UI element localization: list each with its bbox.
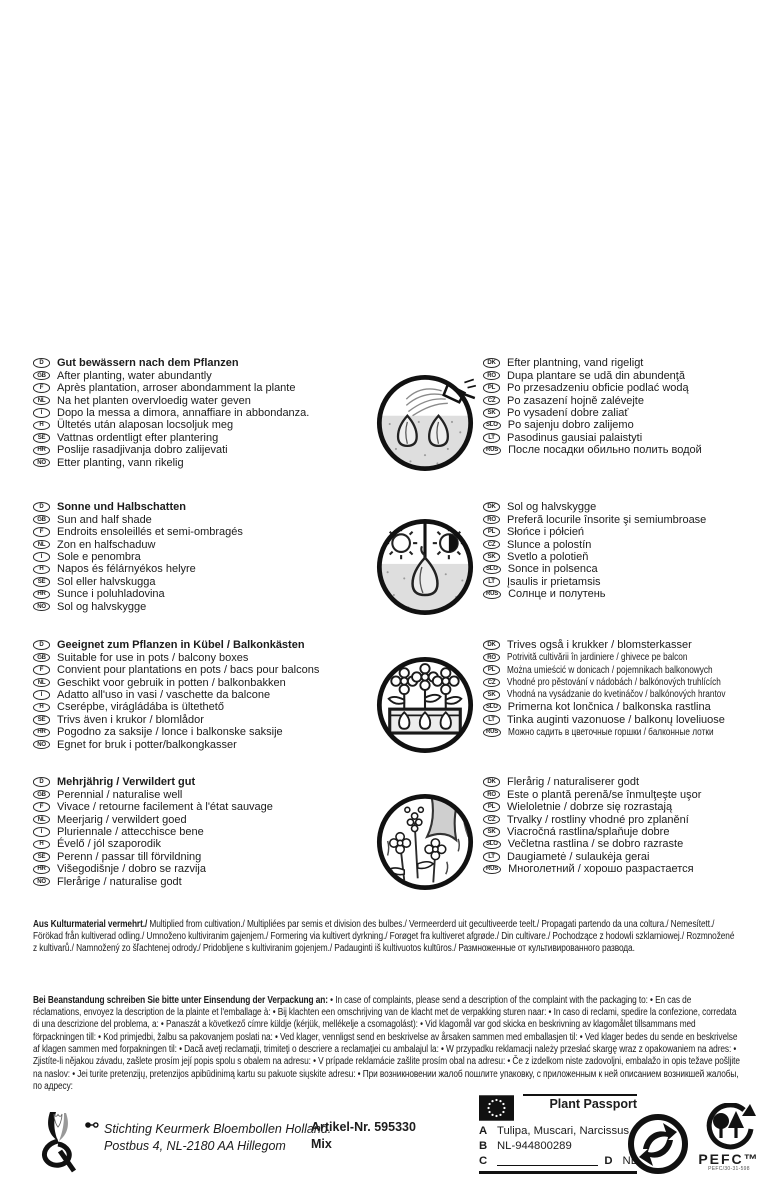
- instruction-text: Perenn / passar till förvildning: [57, 850, 202, 863]
- instruction-row: [483, 714, 745, 726]
- language-badge: H: [33, 565, 50, 575]
- balcony-box-icon: [373, 650, 477, 760]
- instruction-text: Trivs även i krukor / blomlådor: [57, 713, 204, 726]
- section-watering: [33, 357, 745, 489]
- instruction-row: [33, 838, 368, 850]
- instruction-text: Sol eller halvskugga: [57, 575, 156, 588]
- instruction-row: [483, 357, 745, 369]
- instruction-text: Napos és félárnyékos helyre: [57, 563, 196, 576]
- language-badge: I: [33, 552, 50, 562]
- language-badge: NO: [33, 877, 50, 887]
- instruction-text: Многолетний / хорошо разрастается: [508, 863, 694, 876]
- instruction-text: Primerna kot lončnica / balkonska rastlina: [507, 701, 711, 714]
- instruction-row: [33, 651, 368, 663]
- instruction-row: [483, 726, 745, 738]
- language-badge: SLO: [483, 703, 501, 713]
- instruction-text: Vivace / retourne facilement à l'état sauvage: [57, 801, 273, 814]
- language-badge: RUS: [483, 590, 501, 600]
- passport-blank-line: [497, 1165, 598, 1166]
- propagation-note: [33, 919, 740, 956]
- language-badge: F: [33, 802, 50, 812]
- language-badge: NO: [33, 740, 50, 750]
- instruction-text: Sonce in polsenca: [507, 563, 598, 576]
- instruction-text: Sol og halvskygge: [57, 600, 147, 613]
- instruction-row: [33, 876, 368, 888]
- instruction-text: Adatto all'uso in vasi / vaschette da balcone: [57, 688, 271, 701]
- language-badge: PL: [483, 802, 500, 812]
- language-badge: H: [33, 421, 50, 431]
- language-badge: CZ: [483, 678, 500, 688]
- instruction-text: Vhodná na vysádzanie do kvetináčov / balkónových hrantov: [507, 689, 726, 701]
- instruction-row: [33, 639, 368, 651]
- instruction-row: [483, 501, 745, 513]
- instruction-row: [483, 664, 745, 676]
- instruction-text: Évelő / jól szaporodik: [57, 838, 161, 851]
- instruction-row: [33, 563, 368, 575]
- language-badge: SK: [483, 690, 500, 700]
- section-balcony-box: [33, 639, 745, 771]
- instruction-row: [483, 788, 745, 800]
- language-list-left: [33, 357, 368, 469]
- instruction-row: [33, 407, 368, 419]
- instruction-text: Gut bewässern nach dem Pflanzen: [57, 357, 239, 370]
- passport-value-d: NL: [622, 1155, 637, 1167]
- instruction-text: Egnet for bruk i potter/balkongkasser: [57, 738, 237, 751]
- language-badge: PL: [483, 527, 500, 537]
- instruction-row: [483, 801, 745, 813]
- instruction-text: Можно садить в цветочные горшки / балконные лотки: [508, 726, 714, 738]
- instruction-text: Potrivită cultivării în jardiniere / ghivece pe balcon: [507, 652, 688, 664]
- passport-row-b: [479, 1140, 637, 1153]
- language-badge: RO: [483, 515, 500, 525]
- instruction-row: [33, 689, 368, 701]
- instruction-text: Après plantation, arroser abondamment la plante: [57, 382, 296, 395]
- propagation-note-body: Multiplied from cultivation./ Multipliées par semis et division des bulbes./ Vermeerderd uit gecultiveerde teelt./ Propagati partendo da una coltura./ Nemesített./ Förökad från kultiverad odling./ Umnoženo kultiviranim gajenjem./ Formering via kultivert dyrkning./ Forøget fra kultiveret afgrøde./ Din cultivare./ Pochodzące z hodowli szklarniowej./ Rozmnožené z kultivarů./ Namnožený zo šľachtenej odrody./ Pridobljene s kultiviranim gojenjem./ Padauginti iš kultivuotos kultūros./ Размноженные от культивированного развода.: [33, 918, 735, 955]
- instruction-row: [483, 826, 745, 838]
- passport-value-a: Tulipa, Muscari, Narcissus: [497, 1124, 630, 1137]
- instruction-row: [483, 813, 745, 825]
- instruction-text: Slunce a polostín: [507, 538, 592, 551]
- language-list-right: [483, 776, 745, 876]
- section-naturalising: [33, 776, 745, 908]
- language-badge: DK: [483, 358, 500, 368]
- language-badge: F: [33, 527, 50, 537]
- pefc-cert-number: PEFC/30-31-598: [708, 1166, 750, 1172]
- instruction-row: [483, 588, 745, 600]
- instruction-row: [33, 701, 368, 713]
- instruction-text: Na het planten overvloedig water geven: [57, 394, 251, 407]
- instruction-row: [33, 863, 368, 875]
- complaints-note: [33, 995, 740, 1093]
- language-badge: CZ: [483, 815, 500, 825]
- sun-halfshade-icon: [373, 512, 477, 622]
- language-badge: NL: [33, 815, 50, 825]
- instruction-text: Można umieścić w donicach / pojemnikach balkonowych: [507, 664, 713, 676]
- language-badge: I: [33, 690, 50, 700]
- instruction-row: [483, 513, 745, 525]
- pefc-wordmark: PEFC™: [698, 1151, 760, 1167]
- language-badge: GB: [33, 790, 50, 800]
- instruction-text: Tinka auginti vazonuose / balkonų loveliuose: [507, 713, 725, 726]
- instruction-row: [483, 689, 745, 701]
- instruction-row: [33, 788, 368, 800]
- instruction-row: [483, 639, 745, 651]
- instruction-row: [483, 407, 745, 419]
- language-badge: H: [33, 840, 50, 850]
- instruction-row: [483, 863, 745, 875]
- instruction-row: [33, 664, 368, 676]
- instruction-row: [33, 538, 368, 550]
- instruction-row: [483, 676, 745, 688]
- instruction-row: [483, 444, 745, 456]
- instruction-row: [33, 501, 368, 513]
- naturalising-icon: [373, 787, 477, 897]
- language-badge: SLO: [483, 840, 501, 850]
- instruction-row: [33, 676, 368, 688]
- instruction-row: [483, 419, 745, 431]
- green-dot-recycling-logo: [627, 1113, 689, 1175]
- language-badge: SLO: [483, 565, 501, 575]
- instruction-text: Poslije rasadjivanja dobro zalijevati: [57, 444, 228, 457]
- plant-passport: [479, 1094, 637, 1174]
- instruction-row: [33, 851, 368, 863]
- article-number: [311, 1119, 416, 1152]
- section-sun-halfshade: [33, 501, 745, 633]
- instruction-row: [483, 776, 745, 788]
- language-badge: I: [33, 827, 50, 837]
- language-badge: F: [33, 383, 50, 393]
- instruction-row: [33, 551, 368, 563]
- instruction-text: Trvalky / rostliny vhodné pro zplanění: [507, 813, 689, 826]
- language-badge: SK: [483, 552, 500, 562]
- instruction-row: [33, 432, 368, 444]
- language-badge: CZ: [483, 540, 500, 550]
- language-badge: SK: [483, 408, 500, 418]
- passport-row-cd: [479, 1155, 637, 1168]
- instruction-row: [33, 444, 368, 456]
- eu-flag-icon: [479, 1094, 514, 1122]
- instruction-text: Pluriennale / attecchisce bene: [57, 825, 204, 838]
- instruction-text: Este o plantă perenă/se înmulţeşte uşor: [507, 788, 702, 801]
- language-badge: SK: [483, 827, 500, 837]
- instruction-row: [483, 551, 745, 563]
- pefc-logo: [694, 1103, 764, 1172]
- language-list-right: [483, 501, 745, 601]
- language-badge: NO: [33, 458, 50, 468]
- instruction-text: Wieloletnie / dobrze się rozrastają: [507, 801, 673, 814]
- language-badge: NO: [33, 602, 50, 612]
- instruction-text: Ültetés után alaposan locsoljuk meg: [57, 419, 234, 432]
- keurmerk-tulip-logo: [36, 1111, 82, 1173]
- instruction-row: [33, 776, 368, 788]
- certifier-address: [104, 1121, 331, 1154]
- instruction-row: [483, 651, 745, 663]
- instruction-text: Солнце и полутень: [508, 588, 606, 601]
- instruction-row: [33, 739, 368, 751]
- instruction-text: Višegodišnje / dobro se razvija: [57, 863, 206, 876]
- instruction-text: Meerjarig / verwildert goed: [57, 813, 187, 826]
- instruction-row: [483, 394, 745, 406]
- language-badge: DK: [483, 640, 500, 650]
- instruction-text: Flerårig / naturaliserer godt: [507, 776, 640, 789]
- language-list-left: [33, 501, 368, 613]
- language-badge: DK: [483, 502, 500, 512]
- instruction-text: Viacročná rastlina/splaňuje dobre: [507, 825, 670, 838]
- language-badge: D: [33, 640, 50, 650]
- instruction-text: Sunce i poluhladovina: [57, 588, 165, 601]
- instruction-text: Pasodinus gausiai palaistyti: [507, 431, 643, 444]
- instruction-row: [483, 526, 745, 538]
- instruction-row: [33, 394, 368, 406]
- language-badge: D: [33, 502, 50, 512]
- language-badge: RUS: [483, 446, 501, 456]
- language-badge: SLO: [483, 421, 501, 431]
- instruction-text: Preferă locurile însorite şi semiumbroase: [507, 513, 707, 526]
- language-badge: HR: [33, 446, 50, 456]
- language-badge: H: [33, 703, 50, 713]
- language-badge: DK: [483, 777, 500, 787]
- instruction-row: [33, 369, 368, 381]
- instruction-text: After planting, water abundantly: [57, 369, 212, 382]
- instruction-row: [33, 826, 368, 838]
- propagation-note-lead: Aus Kulturmaterial vermehrt./: [33, 918, 148, 930]
- language-badge: RO: [483, 653, 500, 663]
- instruction-text: После посадки обильно полить водой: [508, 444, 702, 457]
- instruction-text: Svetlo a polotieň: [507, 550, 589, 563]
- instruction-row: [33, 357, 368, 369]
- language-list-left: [33, 639, 368, 751]
- language-badge: I: [33, 408, 50, 418]
- instruction-text: Sole e penombra: [57, 550, 141, 563]
- instruction-text: Efter plantning, vand rigeligt: [507, 357, 644, 370]
- instruction-row: [33, 588, 368, 600]
- passport-key-a: A: [479, 1124, 488, 1137]
- instruction-row: [33, 513, 368, 525]
- instruction-row: [483, 851, 745, 863]
- passport-value-b: NL-944800289: [497, 1139, 572, 1152]
- language-badge: RO: [483, 371, 500, 381]
- language-badge: PL: [483, 383, 500, 393]
- plant-passport-title: Plant Passport: [523, 1094, 637, 1111]
- instruction-text: Pogodno za saksije / lonce i balkonske saksije: [57, 726, 283, 739]
- instruction-row: [483, 369, 745, 381]
- instruction-row: [33, 714, 368, 726]
- instruction-row: [483, 563, 745, 575]
- language-list-right: [483, 639, 745, 739]
- instruction-row: [483, 838, 745, 850]
- passport-key-b: B: [479, 1139, 488, 1152]
- instruction-text: Etter planting, vann rikelig: [57, 456, 184, 469]
- instruction-text: Sonne und Halbschatten: [57, 501, 186, 514]
- instruction-text: Cserépbe, virágládába is ültethető: [57, 701, 224, 714]
- instruction-text: Słońce i półcień: [507, 526, 585, 539]
- instruction-text: Sol og halvskygge: [507, 501, 597, 514]
- language-list-left: [33, 776, 368, 888]
- language-badge: SE: [33, 577, 50, 587]
- instruction-text: Po zasazení hojně zalévejte: [507, 394, 644, 407]
- instruction-row: [483, 538, 745, 550]
- language-badge: GB: [33, 515, 50, 525]
- instruction-text: Endroits ensoleillés et semi-ombragés: [57, 526, 243, 539]
- passport-key-c: C: [479, 1155, 488, 1167]
- instruction-text: Daugiametė / sulaukėja gerai: [507, 850, 650, 863]
- article-variant: Mix: [311, 1136, 332, 1151]
- language-badge: LT: [483, 433, 500, 443]
- language-badge: HR: [33, 865, 50, 875]
- instruction-row: [33, 576, 368, 588]
- instruction-row: [483, 432, 745, 444]
- language-badge: SE: [33, 715, 50, 725]
- language-badge: RUS: [483, 865, 501, 875]
- language-badge: PL: [483, 665, 500, 675]
- instruction-text: Po przesadzeniu obficie podlać wodą: [507, 382, 689, 395]
- instruction-row: [33, 457, 368, 469]
- article-number-line: Artikel-Nr. 595330: [311, 1120, 416, 1134]
- language-badge: LT: [483, 715, 500, 725]
- instruction-text: Perennial / naturalise well: [57, 788, 183, 801]
- certifier-postal: Postbus 4, NL-2180 AA Hillegom: [104, 1138, 286, 1153]
- keurmerk-seal-icon: [85, 1121, 99, 1129]
- language-badge: SE: [33, 852, 50, 862]
- instruction-row: [33, 419, 368, 431]
- complaints-note-lead: Bei Beanstandung schreiben Sie bitte unter Einsendung der Verpackung an:: [33, 994, 328, 1006]
- certifier-name: Stichting Keurmerk Bloembollen Holland.: [104, 1122, 332, 1136]
- language-badge: F: [33, 665, 50, 675]
- language-list-right: [483, 357, 745, 457]
- language-badge: RO: [483, 790, 500, 800]
- language-badge: CZ: [483, 396, 500, 406]
- instruction-text: Vhodné pro pěstování v nádobách / balkónových truhlících: [507, 677, 721, 689]
- language-badge: D: [33, 777, 50, 787]
- instruction-text: Večletna rastlina / se dobro razraste: [507, 838, 684, 851]
- language-badge: NL: [33, 678, 50, 688]
- instruction-text: Dopo la messa a dimora, annaffiare in abbondanza.: [57, 406, 310, 419]
- passport-key-d: D: [604, 1155, 613, 1167]
- instruction-text: Zon en halfschaduw: [57, 538, 156, 551]
- instruction-row: [33, 382, 368, 394]
- instruction-text: Trives også i krukker / blomsterkasser: [507, 639, 692, 652]
- language-badge: HR: [33, 728, 50, 738]
- instruction-row: [33, 526, 368, 538]
- instruction-row: [33, 726, 368, 738]
- language-badge: SE: [33, 433, 50, 443]
- instruction-text: Dupa plantare se udă din abundenţă: [507, 369, 685, 382]
- instruction-row: [33, 801, 368, 813]
- instruction-text: Vattnas ordentligt efter plantering: [57, 431, 219, 444]
- complaints-note-body: • In case of complaints, please send a description of the complaint with the packaging to: • En cas de réclamations, envoyez la description de la plainte et l'emballage à: • Bij klachten een omschrijving van de klacht met de verpakking sturen naar: • In caso di reclami, spedire la confezione, corredata di una descrizione del problema, a: • Panaszát a következő címre küldje (kérjük, mellékelje a csomagolást): • Vid klagomål var god skicka en beskrivning av klagomålet tillsammans med förpackningen till: • Kod primjedbi, žalbu sa pakovanjem poslati na: • Ved klager, vennligst send en beskrivelse av årsaken sammen med emballasjen til: • Ved klager bedes du sende en beskrivelse af klagen sammen med forpakningen til: • Dacă aveţi reclamaţii, trimiteţi o descriere a reclamaţiei cu ambalajul la: • W przypadku reklamacji należy przesłać skargę wraz z opakowaniem na adres: • Zjistíte-li nějakou závadu, zašlete prosím její popis spolu s obalem na adresu: • V prípade reklamácie zašlite prosím obal na adresu: • Če z izdelkom niste zadovoljni, embalažo in opis težave pošljite na naslov: • Jei turite pretenzijų, pretenzijos apibūdinimą kartu su pakuote siųskite adresu: • При возникновении жалоб пошлите упаковку, с приложенным к ней описанием возникшей жалобы, по адресу:: [33, 994, 740, 1092]
- instruction-row: [483, 382, 745, 394]
- instruction-row: [483, 701, 745, 713]
- language-badge: GB: [33, 371, 50, 381]
- instruction-row: [33, 813, 368, 825]
- instruction-row: [33, 601, 368, 613]
- instruction-text: Mehrjährig / Verwildert gut: [57, 776, 196, 789]
- language-badge: NL: [33, 540, 50, 550]
- instruction-text: Įsaulis ir prietamsis: [507, 575, 601, 588]
- language-badge: LT: [483, 577, 500, 587]
- instruction-text: Suitable for use in pots / balcony boxes: [57, 651, 249, 664]
- watering-icon: [373, 368, 477, 478]
- language-badge: D: [33, 358, 50, 368]
- language-badge: NL: [33, 396, 50, 406]
- instruction-text: Po vysadení dobre zaliať: [507, 406, 629, 419]
- instruction-text: Po sajenju dobro zalijemo: [507, 419, 634, 432]
- instruction-row: [483, 576, 745, 588]
- language-badge: GB: [33, 653, 50, 663]
- instruction-text: Geeignet zum Pflanzen in Kübel / Balkonkästen: [57, 639, 305, 652]
- language-badge: LT: [483, 852, 500, 862]
- passport-row-a: [479, 1125, 637, 1138]
- instruction-text: Convient pour plantations en pots / bacs pour balcons: [57, 664, 320, 677]
- language-badge: HR: [33, 590, 50, 600]
- passport-bottom-bar: [479, 1171, 637, 1175]
- instruction-text: Flerårige / naturalise godt: [57, 875, 182, 888]
- instruction-text: Geschikt voor gebruik in potten / balkonbakken: [57, 676, 286, 689]
- language-badge: RUS: [483, 728, 501, 738]
- instruction-text: Sun and half shade: [57, 513, 152, 526]
